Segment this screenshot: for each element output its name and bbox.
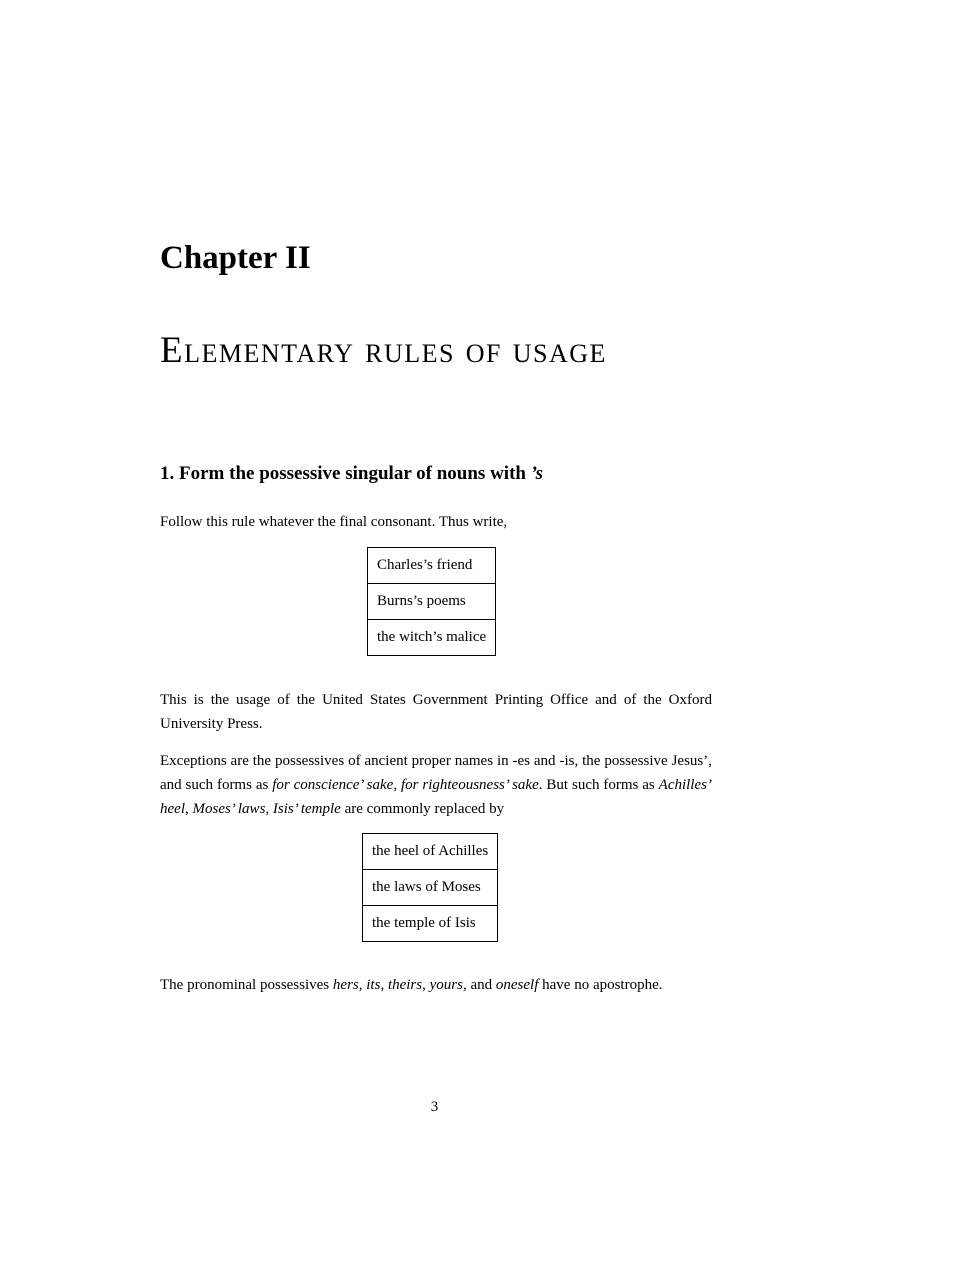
table-cell: the laws of Moses	[363, 870, 498, 906]
table-row	[363, 834, 498, 870]
exceptions-text-1: Exceptions are the possessives of ancient proper names in -es and -is, the possessive Jesus’, and such forms as	[160, 753, 712, 793]
table-row	[363, 870, 498, 906]
example-achilles-heel: Achilles’ heel	[160, 777, 712, 817]
pronominal-paragraph	[160, 973, 712, 997]
pronominal-text-1: The pronominal possessives	[160, 977, 333, 993]
exceptions-paragraph	[160, 749, 712, 821]
table-row	[368, 584, 496, 620]
example-isis-temple: Isis’ temple	[272, 801, 341, 817]
intro-paragraph: Follow this rule whatever the final consonant. Thus write,	[160, 514, 508, 530]
pronoun-its: its	[366, 977, 381, 993]
pronoun-theirs: theirs	[387, 977, 423, 993]
section-heading	[160, 462, 543, 486]
pronominal-sep-1: ,	[358, 977, 367, 993]
table-cell: Burns’s poems	[368, 584, 496, 620]
pronominal-text-2: have no apostrophe.	[538, 977, 663, 993]
exceptions-sep-1: ,	[393, 777, 401, 793]
examples-table-replacements	[362, 833, 498, 942]
chapter-label: Chapter II	[160, 240, 311, 276]
pronominal-sep-4: , and	[462, 977, 496, 993]
pronoun-oneself: oneself	[495, 977, 539, 993]
exceptions-sep-2: ,	[184, 801, 193, 817]
page-number: 3	[430, 1099, 439, 1115]
pronominal-sep-2: ,	[380, 977, 388, 993]
pronoun-hers: hers	[332, 977, 359, 993]
example-moses-laws: Moses’ laws	[192, 801, 266, 817]
table-cell: Charles’s friend	[368, 548, 496, 584]
pronominal-sep-3: ,	[422, 977, 430, 993]
exceptions-text-3: are commonly replaced by	[340, 801, 505, 817]
example-conscience-sake: for conscience’ sake	[272, 777, 394, 793]
table-row	[363, 906, 498, 942]
exceptions-sep-3: ,	[265, 801, 273, 817]
table-row	[368, 548, 496, 584]
table-cell: the temple of Isis	[363, 906, 498, 942]
section-heading-suffix: ’s	[530, 463, 544, 484]
table-cell: the heel of Achilles	[363, 834, 498, 870]
table-row	[368, 620, 496, 656]
pronoun-yours: yours	[429, 977, 463, 993]
example-righteousness-sake: for righteousness’ sake	[400, 777, 539, 793]
table-cell: the witch’s malice	[368, 620, 496, 656]
chapter-title: Elementary rules of usage	[160, 330, 607, 371]
exceptions-text-2: . But such forms as	[538, 777, 659, 793]
section-heading-text: 1. Form the possessive singular of nouns with	[160, 463, 531, 484]
examples-table-possessive	[367, 547, 496, 656]
usage-paragraph: This is the usage of the United States Government Printing Office and of the Oxford University Press.	[160, 692, 712, 732]
